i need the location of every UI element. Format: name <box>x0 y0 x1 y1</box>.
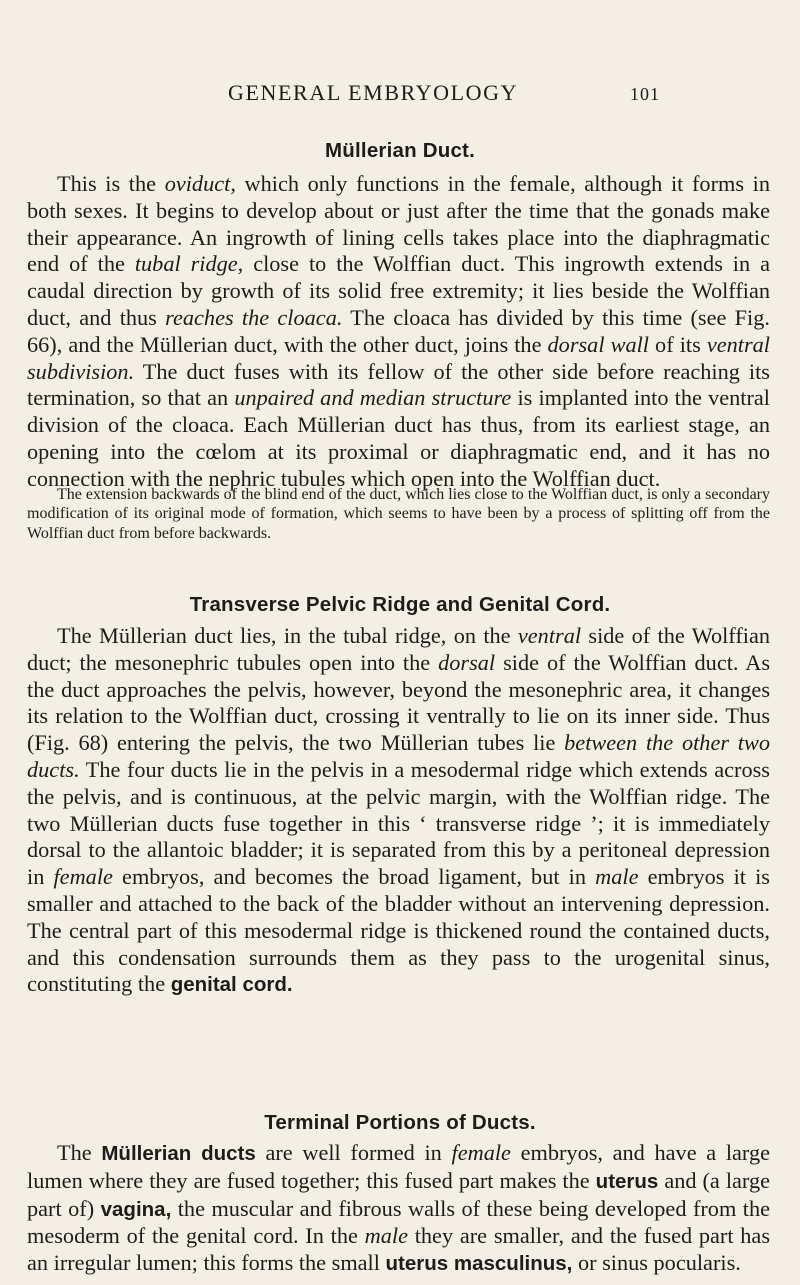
body-text: The cloaca has divided by this time (see Fig. 66), and the Müllerian duct, with the other duct, joins the <box>27 304 770 357</box>
body-text: embryos it is smaller and attached to the back of the bladder without an intervening depression. The central part of this mesodermal ridge is thickened round the contained ducts, and this condensation surrounds them as they pass to the urogenital sinus, constituting the <box>27 864 770 997</box>
running-head <box>0 80 800 114</box>
emphasis-text: female <box>451 1140 511 1165</box>
emphasis-text: male <box>364 1223 408 1249</box>
emphasis-text: ventral subdivision. <box>27 331 770 384</box>
bold-term: genital cord. <box>170 973 293 997</box>
bold-term: uterus masculinus, <box>385 1252 573 1276</box>
running-title: GENERAL EMBRYOLOGY <box>228 80 519 105</box>
body-text: side of the Wolffian duct; the mesonephric tubules open into the <box>27 623 770 675</box>
body-text: The four ducts lie in the pelvis in a mesodermal ridge which extends across the pelvis, and is continuous, at the pelvic margin, with the Wolffian ridge. The two Müllerian ducts fuse together in this ‘ transverse ridge ’; it is immediately dorsal to the allantoic bladder; it is separated from this by a peritoneal depression in <box>27 756 770 890</box>
body-text: embryos, and have a large lumen where they are fused together; this fused part makes the <box>27 1140 770 1193</box>
body-text: of its <box>649 331 707 357</box>
body-text: embryos, and becomes the broad ligament, but in <box>112 864 596 890</box>
emphasis-text: ventral <box>517 623 582 648</box>
section-paragraph <box>27 623 770 999</box>
body-text: or sinus pocularis. <box>572 1250 741 1276</box>
section-heading-terminal-portions: Terminal Portions of Ducts. <box>264 1111 536 1134</box>
emphasis-text: female <box>53 864 113 890</box>
emphasis-text: between the other two ducts. <box>27 730 771 782</box>
section-heading-mullerian-duct: Müllerian Duct. <box>325 139 475 162</box>
body-text: and (a large part of) <box>27 1167 770 1221</box>
body-text: This is the <box>57 171 165 196</box>
body-text: they are smaller, and the fused part has an irregular lumen; this forms the small <box>27 1223 770 1276</box>
bold-term: vagina, <box>100 1197 172 1221</box>
section-paragraph <box>27 171 770 493</box>
section-heading-transverse-pelvic-ridge: Transverse Pelvic Ridge and Genital Cord. <box>189 593 611 616</box>
page-number: 101 <box>630 84 660 104</box>
body-text: The duct fuses with its fellow of the other side before reaching its termination, so that an <box>27 358 770 411</box>
emphasis-text: tubal ridge, <box>134 251 244 277</box>
body-text: close to the Wolffian duct. This ingrowth extends in a caudal direction by growth of its solid free extremity; it lies beside the Wolffian duct, and thus <box>27 251 770 330</box>
section-note: The extension backwards of the blind end of the duct, which lies close to the Wolffian duct, is only a secondary modification of its original mode of formation, which seems to have been by a process of splitting off from the Wolffian duct from before backwards. <box>27 486 770 542</box>
bold-term: Müllerian ducts <box>101 1142 256 1165</box>
emphasis-text: male <box>595 864 639 890</box>
body-text: the muscular and fibrous walls of these being developed from the mesoderm of the genital cord. In the <box>27 1195 771 1249</box>
bold-term: uterus <box>595 1169 659 1193</box>
body-text: The <box>57 1140 102 1165</box>
body-text: side of the Wolffian duct. As the duct approaches the pelvis, however, beyond the mesonephric area, it changes its relation to the Wolffian duct, crossing it ventrally to lie on its inner side. Thus (Fig. 68) entering the pelvis, the two Müllerian tubes lie <box>27 649 770 756</box>
body-text: The Müllerian duct lies, in the tubal ridge, on the <box>57 623 518 648</box>
emphasis-text: reaches the cloaca. <box>165 304 343 330</box>
section-paragraph <box>27 1140 770 1278</box>
emphasis-text: unpaired and median structure <box>234 385 512 411</box>
body-text: is implanted into the ventral division of the cloaca. Each Müllerian duct has thus, from its earliest stage, an opening into the cœlom at its proximal or diaphragmatic end, and it has no connection with the nephric tubules which open into the Wolffian duct. <box>27 385 770 491</box>
body-text: are well formed in <box>255 1140 452 1165</box>
emphasis-text: dorsal <box>438 649 496 675</box>
body-text: which only functions in the female, although it forms in both sexes. It begins to develop about or just after the time that the gonads make their appearance. An ingrowth of lining cells takes place into the diaphragmatic end of the <box>27 171 770 277</box>
emphasis-text: dorsal wall <box>547 331 649 357</box>
emphasis-text: oviduct, <box>164 171 236 196</box>
